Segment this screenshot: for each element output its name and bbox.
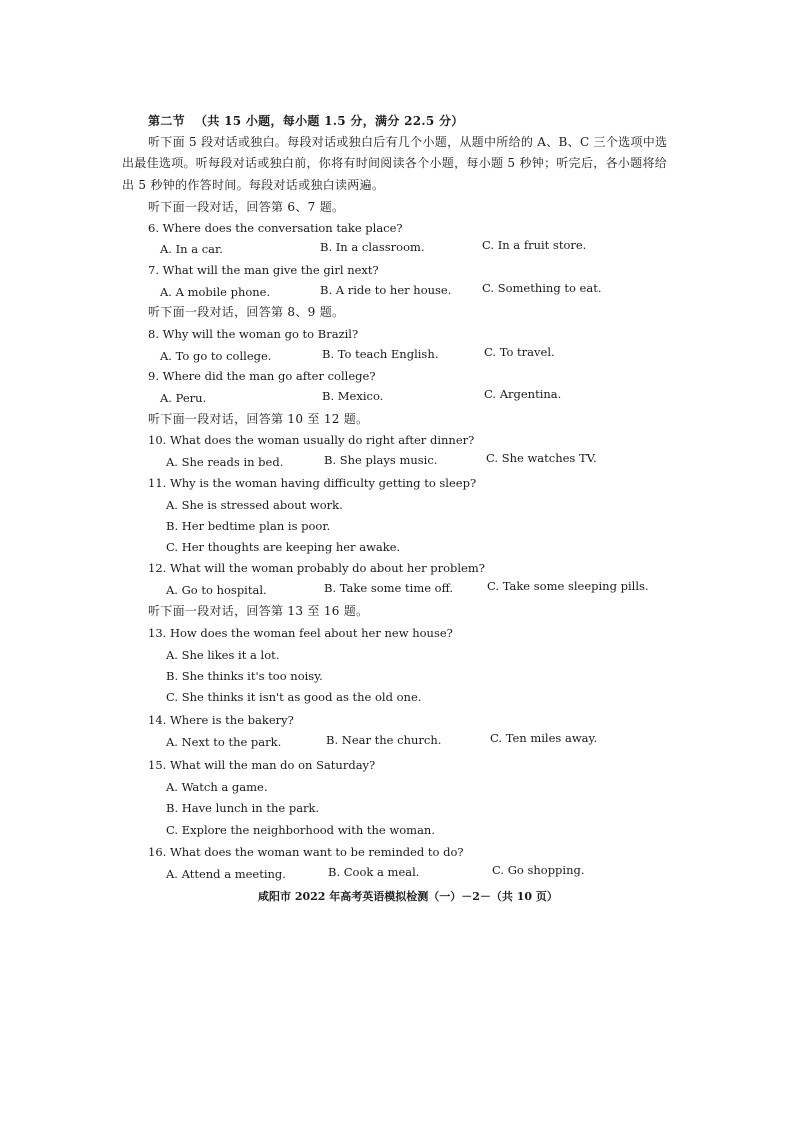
question-7-option-c: C. Something to eat. [482, 281, 602, 295]
page-footer: 咸阳市 2022 年高考英语模拟检测（一）－2－（共 10 页） [258, 890, 558, 903]
question-10-option-a: A. She reads in bed. [166, 455, 284, 469]
question-15-option-c: C. Explore the neighborhood with the woman. [166, 823, 435, 837]
question-13-option-c: C. She thinks it isn't as good as the old one. [166, 690, 422, 704]
question-10-option-b: B. She plays music. [324, 453, 438, 467]
question-9-stem: 9. Where did the man go after college? [148, 369, 376, 383]
question-14-option-a: A. Next to the park. [166, 735, 282, 749]
question-9-option-c: C. Argentina. [484, 387, 562, 401]
question-13-stem: 13. How does the woman feel about her new house? [148, 626, 453, 640]
question-14-option-b: B. Near the church. [326, 733, 442, 747]
question-9-option-b: B. Mexico. [322, 389, 384, 403]
question-13-option-a: A. She likes it a lot. [166, 648, 280, 662]
question-8-option-c: C. To travel. [484, 345, 555, 359]
question-8-option-a: A. To go to college. [160, 349, 272, 363]
question-16-stem: 16. What does the woman want to be reminded to do? [148, 845, 464, 859]
question-12-option-a: A. Go to hospital. [166, 583, 267, 597]
question-16-option-c: C. Go shopping. [492, 863, 585, 877]
question-14-stem: 14. Where is the bakery? [148, 713, 294, 727]
question-7-option-b: B. A ride to her house. [320, 283, 452, 297]
group-instruction-3: 听下面一段对话，回答第 10 至 12 题。 [148, 412, 369, 426]
question-7-stem: 7. What will the man give the girl next? [148, 263, 379, 277]
instruction-line-3: 出 5 秒钟的作答时间。每段对话或独白读两遍。 [122, 178, 385, 192]
question-11-option-b: B. Her bedtime plan is poor. [166, 519, 331, 533]
section-heading: 第二节 [148, 114, 185, 128]
question-15-option-b: B. Have lunch in the park. [166, 801, 320, 815]
question-10-option-c: C. She watches TV. [486, 451, 597, 465]
question-16-option-b: B. Cook a meal. [328, 865, 420, 879]
question-6-stem: 6. Where does the conversation take place? [148, 221, 403, 235]
group-instruction-1: 听下面一段对话，回答第 6、7 题。 [148, 200, 345, 214]
instruction-line-1: 听下面 5 段对话或独白。每段对话或独白后有几个小题，从题中所给的 A、B、C 三个选项中选 [148, 135, 668, 149]
question-6-option-c: C. In a fruit store. [482, 238, 587, 252]
question-14-option-c: C. Ten miles away. [490, 731, 598, 745]
question-12-option-c: C. Take some sleeping pills. [487, 579, 649, 593]
question-15-option-a: A. Watch a game. [166, 780, 268, 794]
question-11-option-c: C. Her thoughts are keeping her awake. [166, 540, 401, 554]
question-11-option-a: A. She is stressed about work. [166, 498, 343, 512]
question-6-option-b: B. In a classroom. [320, 240, 425, 254]
section-scoring: （共 15 小题，每小题 1.5 分，满分 22.5 分） [195, 114, 464, 128]
group-instruction-2: 听下面一段对话，回答第 8、9 题。 [148, 305, 345, 319]
section-header [148, 113, 464, 129]
question-13-option-b: B. She thinks it's too noisy. [166, 669, 323, 683]
question-10-stem: 10. What does the woman usually do right after dinner? [148, 433, 475, 447]
question-8-option-b: B. To teach English. [322, 347, 439, 361]
question-16-option-a: A. Attend a meeting. [166, 867, 286, 881]
group-instruction-4: 听下面一段对话，回答第 13 至 16 题。 [148, 604, 369, 618]
question-6-option-a: A. In a car. [160, 242, 223, 256]
question-15-stem: 15. What will the man do on Saturday? [148, 758, 376, 772]
question-11-stem: 11. Why is the woman having difficulty getting to sleep? [148, 476, 477, 490]
question-7-option-a: A. A mobile phone. [160, 285, 271, 299]
question-9-option-a: A. Peru. [160, 391, 207, 405]
instruction-line-2: 出最佳选项。听每段对话或独白前，你将有时间阅读各个小题，每小题 5 秒钟；听完后，各小题将给 [122, 156, 668, 170]
question-8-stem: 8. Why will the woman go to Brazil? [148, 327, 359, 341]
question-12-option-b: B. Take some time off. [324, 581, 454, 595]
question-12-stem: 12. What will the woman probably do about her problem? [148, 561, 485, 575]
